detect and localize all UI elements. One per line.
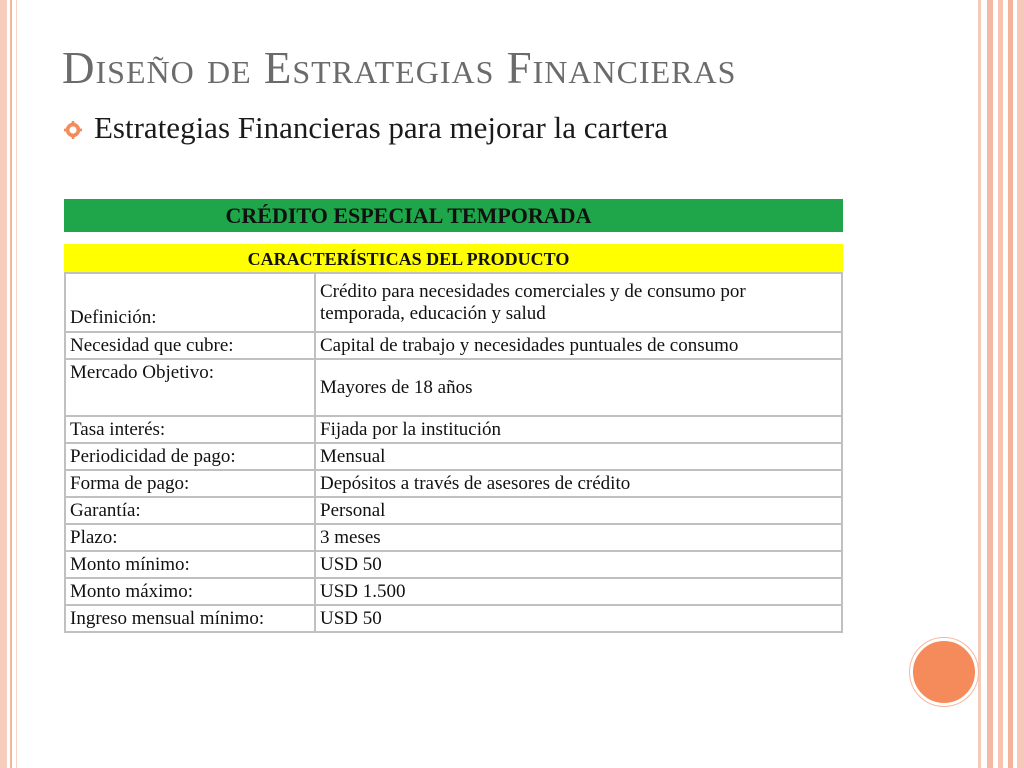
product-characteristics-table bbox=[64, 272, 843, 633]
table-row bbox=[65, 551, 842, 578]
row-label: Forma de pago: bbox=[65, 470, 315, 497]
slide-title: Diseño de Estrategias Financieras bbox=[62, 43, 737, 93]
left-border-stripe bbox=[10, 0, 12, 768]
row-value: 3 meses bbox=[315, 524, 842, 551]
table-row bbox=[65, 443, 842, 470]
right-border-stripe bbox=[1017, 0, 1024, 768]
table-row bbox=[65, 332, 842, 359]
right-border-stripe bbox=[987, 0, 993, 768]
right-border-stripe bbox=[978, 0, 981, 768]
left-border-stripe bbox=[0, 0, 7, 768]
row-value-line: Crédito para necesidades comerciales y de consumo por bbox=[320, 280, 746, 302]
row-value: Capital de trabajo y necesidades puntuales de consumo bbox=[315, 332, 842, 359]
row-value: Depósitos a través de asesores de crédito bbox=[315, 470, 842, 497]
table-subheader-characteristics: CARACTERÍSTICAS DEL PRODUCTO bbox=[64, 244, 843, 272]
table-row bbox=[65, 416, 842, 443]
row-value: USD 1.500 bbox=[315, 578, 842, 605]
table-row bbox=[65, 359, 842, 416]
row-value: Mensual bbox=[315, 443, 842, 470]
row-label: Plazo: bbox=[65, 524, 315, 551]
table-row bbox=[65, 470, 842, 497]
row-label: Necesidad que cubre: bbox=[65, 332, 315, 359]
right-border-stripe bbox=[1008, 0, 1013, 768]
row-value: USD 50 bbox=[315, 605, 842, 632]
row-value: Personal bbox=[315, 497, 842, 524]
row-label: Ingreso mensual mínimo: bbox=[65, 605, 315, 632]
table-row bbox=[65, 273, 842, 332]
row-value-line: temporada, educación y salud bbox=[320, 302, 546, 324]
bullet-point bbox=[64, 110, 668, 146]
table-row bbox=[65, 497, 842, 524]
orange-circle-decoration bbox=[910, 638, 978, 706]
row-label: Mercado Objetivo: bbox=[65, 359, 315, 416]
table-header-product-name: CRÉDITO ESPECIAL TEMPORADA bbox=[64, 199, 843, 232]
row-label: Tasa interés: bbox=[65, 416, 315, 443]
table-row bbox=[65, 524, 842, 551]
row-value: Mayores de 18 años bbox=[315, 359, 842, 416]
left-border-stripe bbox=[16, 0, 17, 768]
row-label: Definición: bbox=[65, 273, 315, 332]
right-border-stripe bbox=[998, 0, 1003, 768]
row-label: Garantía: bbox=[65, 497, 315, 524]
table-row bbox=[65, 578, 842, 605]
row-label: Monto mínimo: bbox=[65, 551, 315, 578]
row-value bbox=[315, 273, 842, 332]
row-value: USD 50 bbox=[315, 551, 842, 578]
gear-bullet-icon bbox=[64, 121, 82, 139]
row-label: Periodicidad de pago: bbox=[65, 443, 315, 470]
bullet-text: Estrategias Financieras para mejorar la cartera bbox=[94, 110, 669, 145]
row-value: Fijada por la institución bbox=[315, 416, 842, 443]
table-row bbox=[65, 605, 842, 632]
row-label: Monto máximo: bbox=[65, 578, 315, 605]
